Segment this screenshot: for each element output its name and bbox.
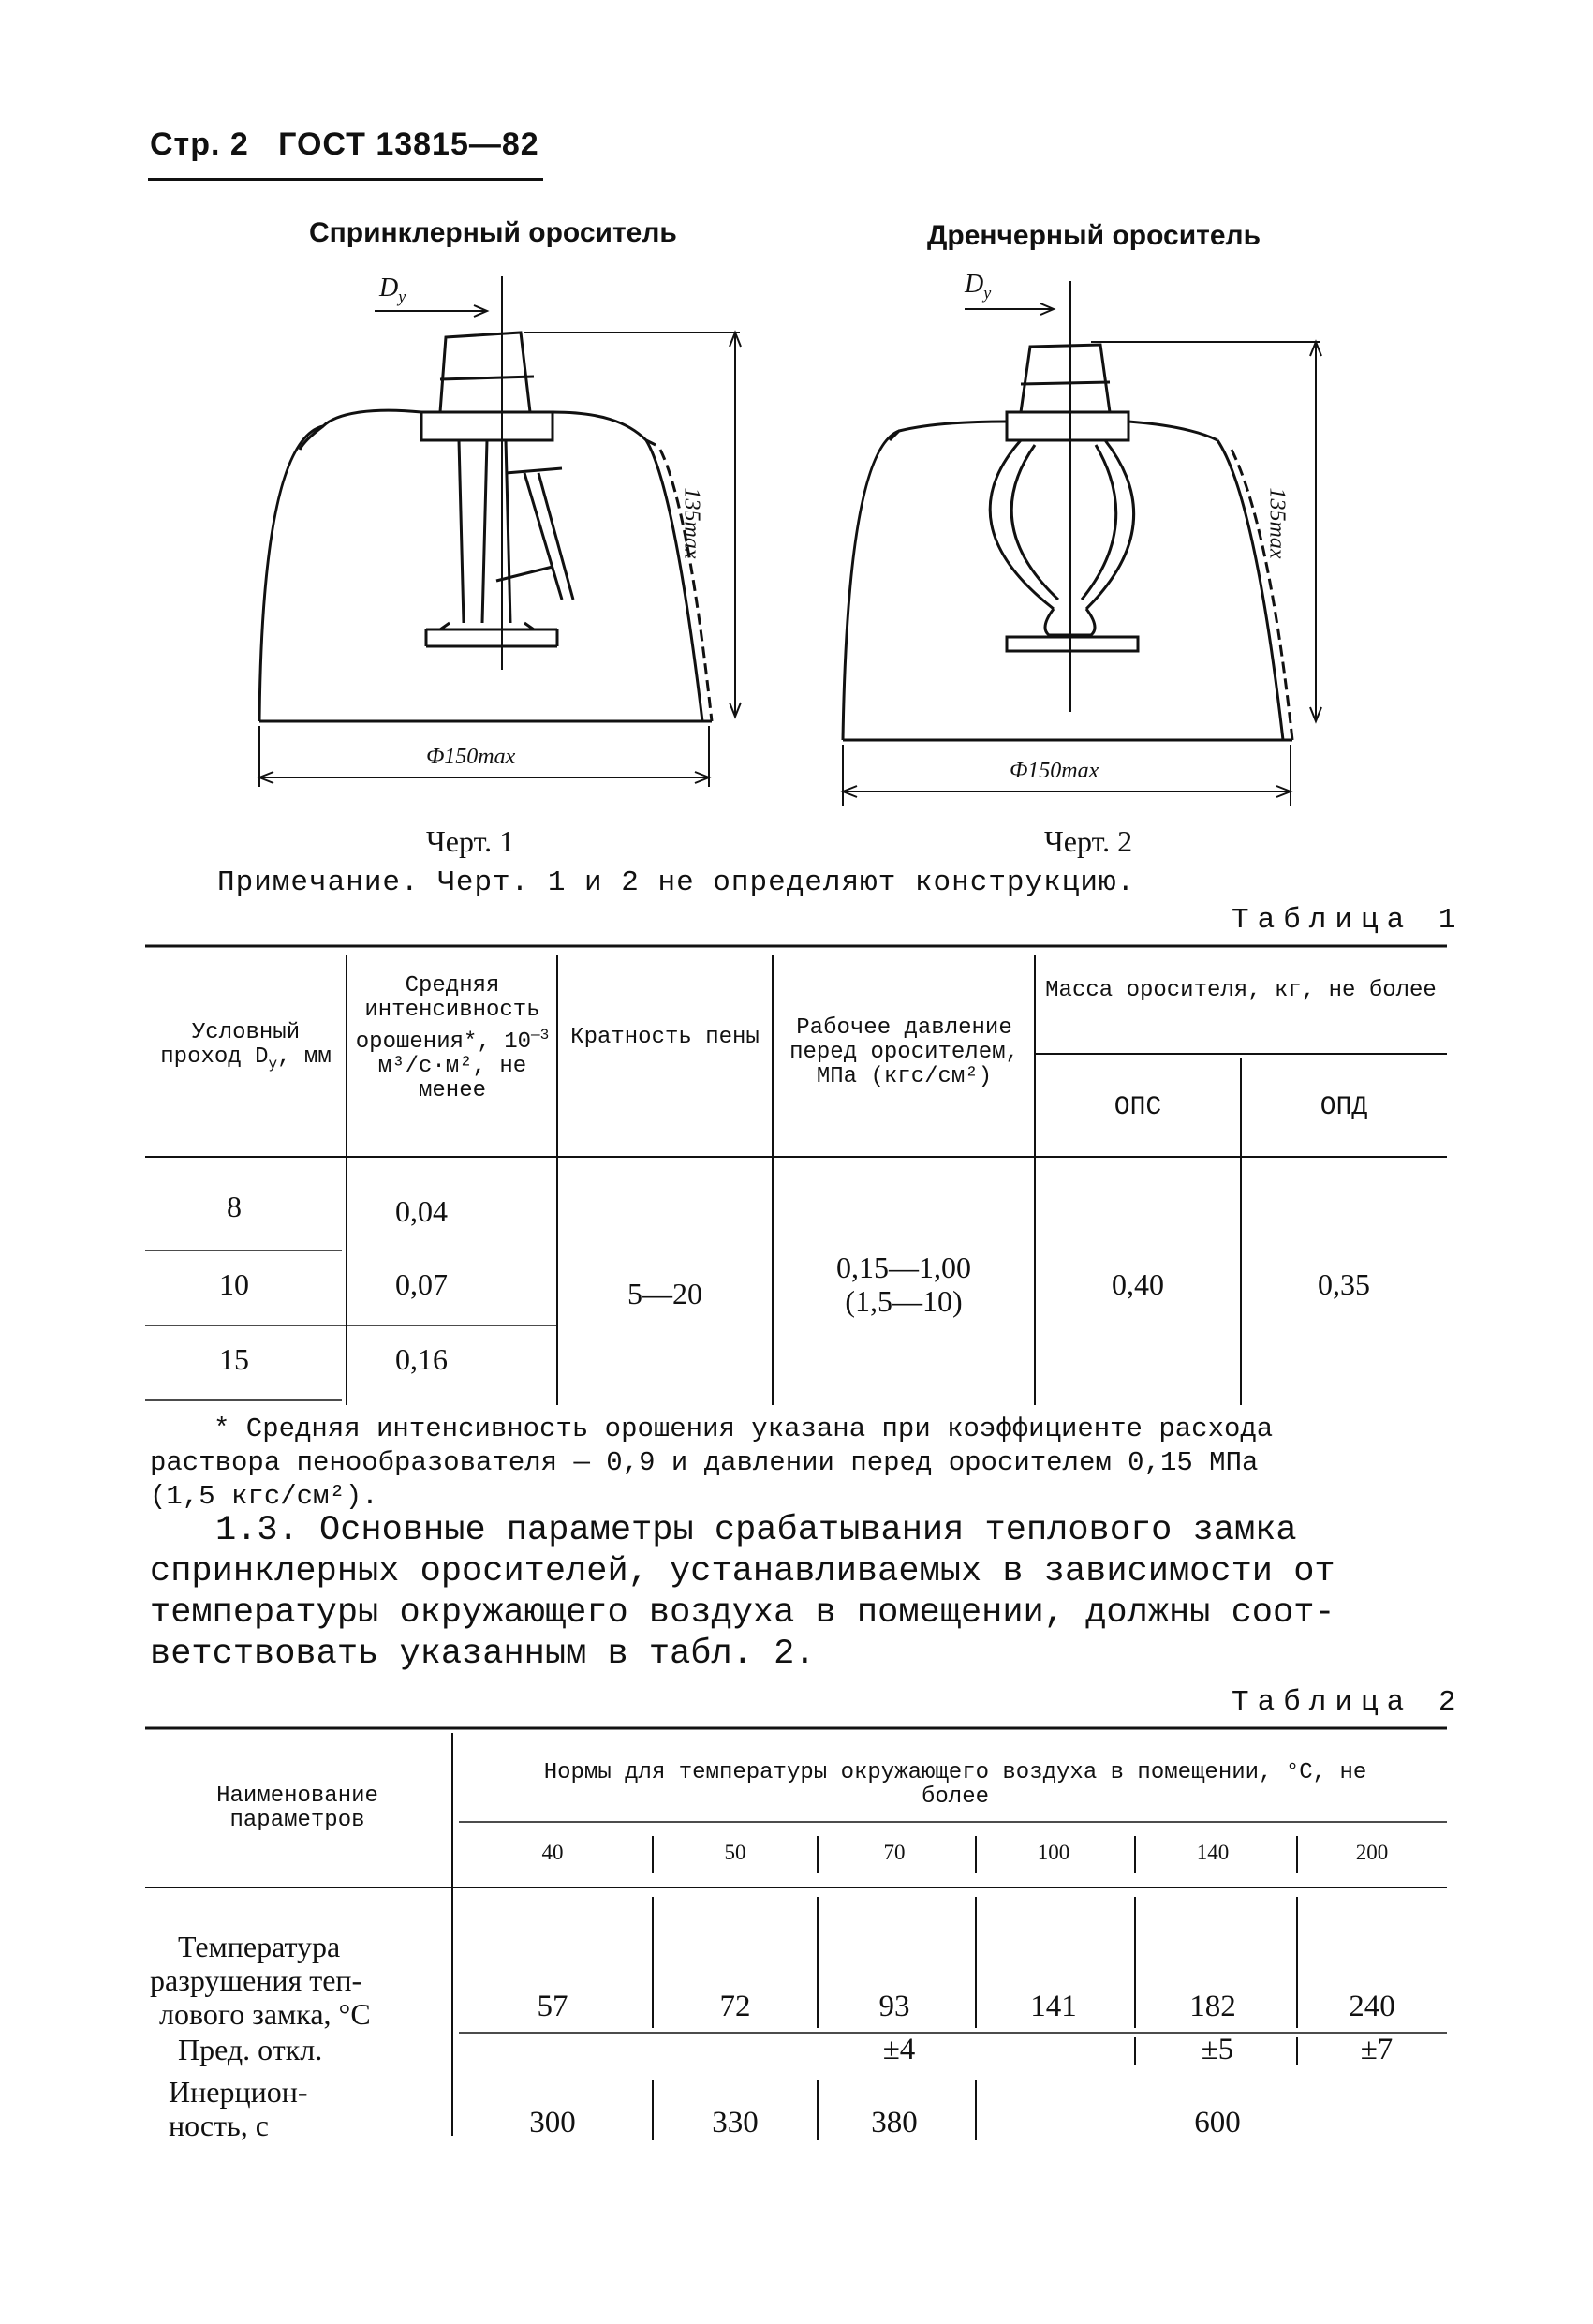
figure1-height-label: 135max [679, 487, 704, 559]
table1-row2-dy: 10 [219, 1267, 249, 1301]
table1-header-intensity: Средняя интенсивность орошения*, $10^{—3}$ м³/с·м², не менее [355, 973, 550, 1103]
table2-row3-val-3: 600 [1194, 2106, 1241, 2139]
table1-header-foam: Кратность пены [570, 1025, 760, 1050]
table2-temp-70: 70 [883, 1841, 906, 1864]
figure1-caption: Черт. 1 [426, 824, 515, 858]
figure2-height-label: 135max [1264, 487, 1290, 559]
standard-id: ГОСТ 13815—82 [278, 126, 539, 162]
table2-temp-50: 50 [724, 1841, 746, 1864]
figure2-dy-label: $D_у$ [965, 270, 992, 303]
table2-row2-val-1: ±5 [1201, 2033, 1234, 2066]
table1-row3-intensity: 0,16 [395, 1342, 448, 1376]
table2-row3-val-2: 380 [871, 2106, 918, 2139]
page-number: Стр. 2 [150, 126, 249, 162]
figure1-dy-label: $D_у$ [379, 274, 406, 306]
table1-header-pressure: Рабочее давление перед оросителем, МПа (кгс/см²) [789, 1015, 1019, 1089]
table1-row3-dy: 15 [219, 1342, 249, 1376]
table2-row3-val-1: 330 [712, 2106, 759, 2139]
table1-header-ops: ОПС [1114, 1093, 1162, 1122]
table2-row2-val-2: ±7 [1360, 2033, 1394, 2066]
table2-row3-val-0: 300 [529, 2106, 576, 2139]
table2-norm-header: Нормы для температуры окружающего воздуха в помещении, °С, не более [543, 1760, 1367, 1810]
table1-caption: Таблица 1 [1232, 904, 1465, 937]
table2-caption: Таблица 2 [1232, 1686, 1465, 1719]
paragraph-1-3: 1.3. Основные параметры срабатывания теплового замка спринклерных оросителей, устанавливаемых в зависимости от температуры окружающего воздуха в помещении, должны соот- ветствовать указанным в табл. 2. [150, 1511, 1335, 1674]
table1-ops-value: 0,40 [1112, 1267, 1164, 1301]
table1-opd-value: 0,35 [1318, 1267, 1370, 1301]
table1-footnote: * Средняя интенсивность орошения указана при коэффициенте расхода раствора пенообразователя — 0,9 и давлении перед оросителем 0,15 МПа (1,5 кгс/см²). [150, 1414, 1274, 1512]
figure1-width-label: Ф150max [426, 745, 516, 769]
table2-row1-val-2: 93 [878, 1990, 910, 2023]
figure2-caption: Черт. 2 [1044, 824, 1133, 858]
table2-row1-val-5: 240 [1349, 1990, 1395, 2023]
table2-row3-label: Инерцион- ность, с [169, 2075, 308, 2142]
table1-row2-intensity: 0,07 [395, 1267, 448, 1301]
table1-foam-value: 5—20 [627, 1277, 702, 1310]
table2-row2-val-0: ±4 [882, 2033, 916, 2066]
table2-row1-label: Температура разрушения теп- лового замка, °С [150, 1930, 371, 2031]
table2-row1-val-0: 57 [537, 1990, 568, 2023]
figure1-title: Спринклерный ороситель [309, 217, 677, 248]
table2-temp-200: 200 [1355, 1841, 1389, 1864]
table2-param-header: Наименование параметров [216, 1784, 378, 1833]
figure2-width-label: Ф150max [1010, 759, 1099, 783]
table1-header-opd: ОПД [1320, 1093, 1368, 1122]
table2-row2-label: Пред. откл. [178, 2033, 323, 2066]
drawing-note: Примечание. Черт. 1 и 2 не определяют конструкцию. [217, 866, 1136, 899]
table2-temp-40: 40 [541, 1841, 564, 1864]
table1-header-mass: Масса оросителя, кг, не более [1045, 978, 1437, 1003]
table2-row1-val-4: 182 [1189, 1990, 1236, 2023]
table1-header-dy: Условный проход $D_у$, мм [160, 1020, 332, 1073]
table2-temp-100: 100 [1037, 1841, 1070, 1864]
table1-row1-intensity: 0,04 [395, 1194, 448, 1228]
table2-row1-val-1: 72 [719, 1990, 751, 2023]
table2-temp-140: 140 [1196, 1841, 1230, 1864]
table1-pressure-value: 0,15—1,00 (1,5—10) [836, 1251, 971, 1318]
table2-row1-val-3: 141 [1030, 1990, 1077, 2023]
figure2-title: Дренчерный ороситель [927, 220, 1261, 251]
table1-row1-dy: 8 [227, 1190, 242, 1223]
